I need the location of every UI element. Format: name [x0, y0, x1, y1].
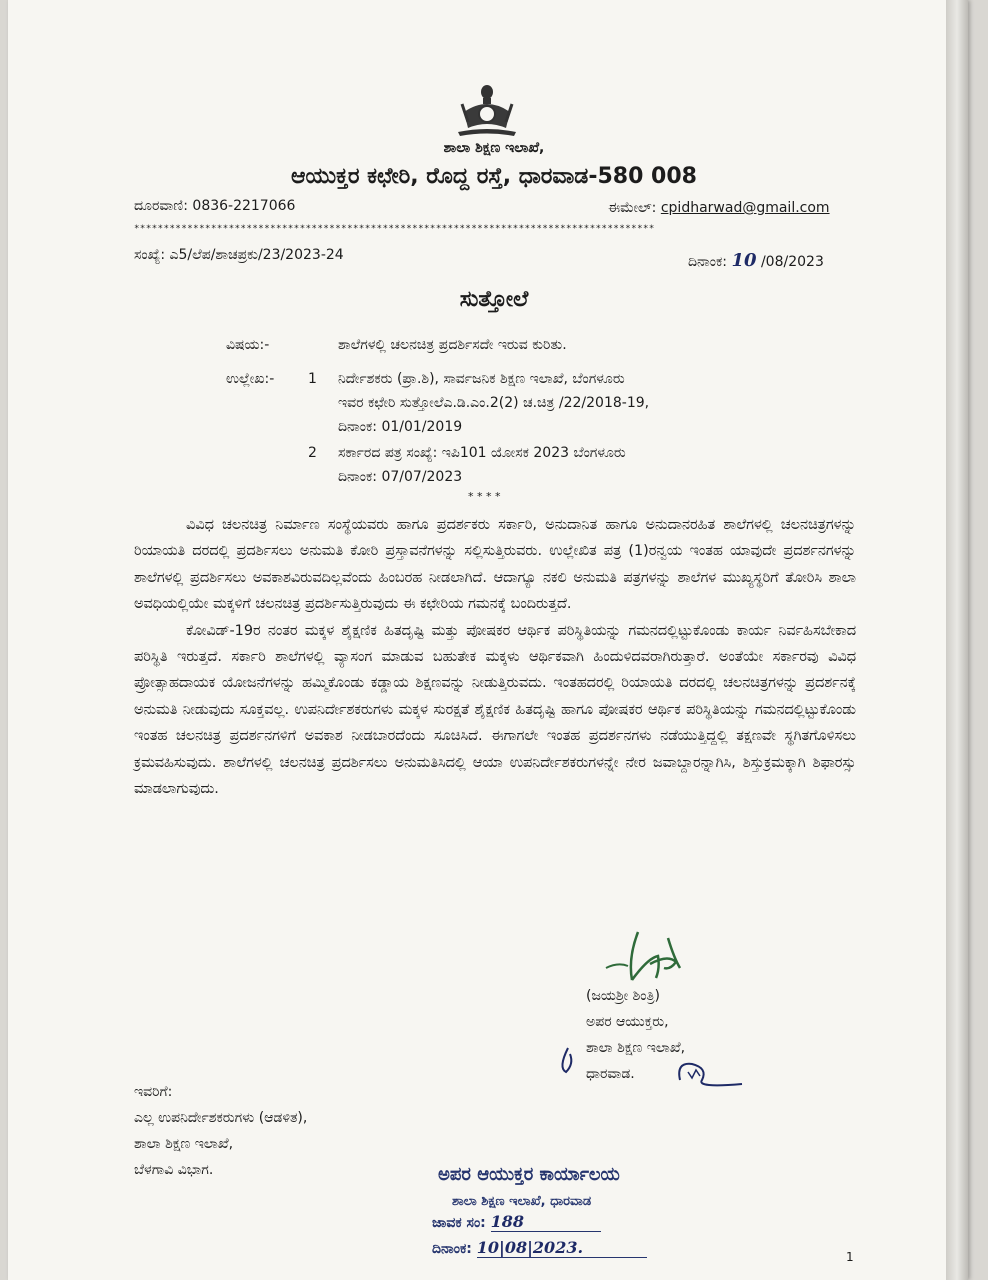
signatory-designation: ಅಪರ ಆಯುಕ್ತರು,	[586, 1014, 669, 1030]
addressee-line: ಬೆಳಗಾವಿ ವಿಭಾಗ.	[134, 1162, 214, 1178]
reference-number: ಸಂಖ್ಯೆ: ಎ5/ಲೆಪ/ಶಾಚಪ್ರಕು/23/2023-24	[134, 247, 344, 263]
subject-label: ವಿಷಯ:-	[226, 337, 270, 353]
phone-line	[134, 198, 295, 214]
email-line	[608, 200, 830, 216]
stamp-date-label: ದಿನಾಂಕ:	[432, 1241, 472, 1257]
section-separator: * * * *	[468, 490, 501, 503]
signatory-department: ಶಾಲಾ ಶಿಕ್ಷಣ ಇಲಾಖೆ,	[586, 1040, 686, 1056]
stamp-inward-number: 188	[491, 1212, 601, 1232]
reference-1-line: ನಿರ್ದೇಶಕರು (ಪ್ರಾ.ಶಿ), ಸಾರ್ವಜನಿಕ ಶಿಕ್ಷಣ ಇಲಾಖೆ, ಬೆಂಗಳೂರು	[338, 371, 625, 387]
page-edge	[946, 0, 968, 1280]
reference-label: ಉಲ್ಲೇಖ:-	[226, 371, 275, 387]
date-day-handwritten: 10	[731, 250, 757, 271]
header-divider: ****************************************************************************************	[134, 224, 655, 234]
email-label: ಈಮೇಲ್:	[608, 200, 657, 216]
letter-body	[134, 512, 856, 802]
department-name: ಶಾಲಾ ಶಿಕ್ಷಣ ಇಲಾಖೆ,	[443, 140, 545, 156]
reference-1	[338, 367, 768, 439]
date-rest: /08/2023	[760, 254, 824, 270]
stamp-title: ಅಪರ ಆಯುಕ್ತರ ಕಾರ್ಯಾಲಯ	[438, 1164, 620, 1185]
stamp-inward-label: ಜಾವಕ ಸಂ:	[432, 1215, 486, 1231]
addressee-line: ಎಲ್ಲ ಉಪನಿರ್ದೇಶಕರುಗಳು (ಆಡಳಿತ),	[134, 1110, 308, 1126]
reference-1-line: ದಿನಾಂಕ: 01/01/2019	[338, 419, 463, 435]
stamp-subtitle: ಶಾಲಾ ಶಿಕ್ಷಣ ಇಲಾಖೆ, ಧಾರವಾಡ	[452, 1194, 592, 1209]
signature-mark	[598, 928, 690, 988]
addressee-label: ಇವರಿಗೆ:	[134, 1084, 173, 1100]
phone-label: ದೂರವಾಣಿ:	[134, 198, 188, 214]
signatory-place: ಧಾರವಾಡ.	[586, 1066, 635, 1082]
signatory-name: (ಜಯಶ್ರೀ ಶಿಂತ್ರಿ)	[586, 988, 660, 1004]
reference-1-number: 1	[308, 371, 317, 387]
reference-2	[338, 441, 768, 489]
stamp-date-value: 10|08|2023.	[477, 1238, 647, 1258]
email-address: cpidharwad@gmail.com	[660, 200, 830, 216]
reference-1-line: ಇವರ ಕಛೇರಿ ಸುತ್ತೋಲೆಎ.ಡಿ.ಎಂ.2(2) ಚ.ಚಿತ್ರ /22/2018-19,	[338, 395, 650, 411]
addressee-block	[134, 1079, 307, 1183]
addressee-line: ಶಾಲಾ ಶಿಕ್ಷಣ ಇಲಾಖೆ,	[134, 1136, 234, 1152]
date-label: ದಿನಾಂಕ:	[688, 254, 727, 270]
stamp-date	[432, 1238, 647, 1258]
stamp-inward	[432, 1212, 601, 1232]
office-address: ಆಯುಕ್ತರ ಕಛೇರಿ, ರೊದ್ದ ರಸ್ತೆ, ಧಾರವಾಡ-580 008	[291, 164, 697, 189]
subject-text: ಶಾಲೆಗಳಲ್ಲಿ ಚಲನಚಿತ್ರ ಪ್ರದರ್ಶಿಸದೇ ಇರುವ ಕುರಿತು.	[338, 337, 567, 353]
page-number: 1	[846, 1250, 854, 1264]
initials-mark	[556, 1042, 746, 1090]
reference-2-line: ಸರ್ಕಾರದ ಪತ್ರ ಸಂಖ್ಯೆ: ಇಪಿ101 ಯೋಸಕ 2023 ಬೆಂಗಳೂರು	[338, 445, 626, 461]
body-paragraph-1: ವಿವಿಧ ಚಲನಚಿತ್ರ ನಿರ್ಮಾಣ ಸಂಸ್ಥೆಯವರು ಹಾಗೂ ಪ್ರದರ್ಶಕರು ಸರ್ಕಾರಿ, ಅನುದಾನಿತ ಹಾಗೂ ಅನುದಾನರಹಿತ ಶಾಲೆಗಳಲ್ಲಿ ಚಲನಚಿತ್ರಗಳನ್ನು ರಿಯಾಯತಿ ದರದಲ್ಲಿ ಪ್ರದರ್ಶಿಸಲು ಅನುಮತಿ ಕೋರಿ ಪ್ರಸ್ತಾವನೆಗಳನ್ನು ಸಲ್ಲಿಸುತ್ತಿರುವರು. ಉಲ್ಲೇಖಿತ ಪತ್ರ (1)ರನ್ವಯ ಇಂತಹ ಯಾವುದೇ ಪ್ರದರ್ಶನಗಳನ್ನು ಶಾಲೆಗಳಲ್ಲಿ ಪ್ರದರ್ಶಿಸಲು ಅವಕಾಶವಿರುವದಿಲ್ಲವೆಂದು ಹಿಂಬರಹ ನೀಡಲಾಗಿದೆ. ಆದಾಗ್ಯೂ ನಕಲಿ ಅನುಮತಿ ಪತ್ರಗಳನ್ನು ಶಾಲೆಗಳ ಮುಖ್ಯಸ್ಥರಿಗೆ ತೋರಿಸಿ ಶಾಲಾ ಅವಧಿಯಲ್ಲಿಯೇ ಮಕ್ಕಳಿಗೆ ಚಲನಚಿತ್ರ ಪ್ರದರ್ಶಿಸುತ್ತಿರುವುದು ಈ ಕಛೇರಿಯ ಗಮನಕ್ಕೆ ಬಂದಿರುತ್ತದೆ.	[134, 517, 856, 613]
reference-2-number: 2	[308, 445, 317, 461]
state-emblem-icon	[454, 82, 520, 138]
letter-date	[688, 250, 824, 271]
reference-2-line: ದಿನಾಂಕ: 07/07/2023	[338, 469, 463, 485]
document-title: ಸುತ್ತೋಲೆ	[459, 287, 529, 312]
body-paragraph-2: ಕೋವಿಡ್-19ರ ನಂತರ ಮಕ್ಕಳ ಶೈಕ್ಷಣಿಕ ಹಿತದೃಷ್ಟಿ ಮತ್ತು ಪೋಷಕರ ಆರ್ಥಿಕ ಪರಿಸ್ಥಿತಿಯನ್ನು ಗಮನದಲ್ಲಿಟ್ಟುಕೊಂಡು ಕಾರ್ಯ ನಿರ್ವಹಿಸಬೇಕಾದ ಪರಿಸ್ಥಿತಿ ಇರುತ್ತದೆ. ಸರ್ಕಾರಿ ಶಾಲೆಗಳಲ್ಲಿ ವ್ಯಾಸಂಗ ಮಾಡುವ ಬಹುತೇಕ ಮಕ್ಕಳು ಆರ್ಥಿಕವಾಗಿ ಹಿಂದುಳಿದವರಾಗಿರುತ್ತಾರೆ. ಅಂತೆಯೇ ಸರ್ಕಾರವು ವಿವಿಧ ಪ್ರೋತ್ಸಾಹದಾಯಕ ಯೋಜನೆಗಳನ್ನು ಹಮ್ಮಿಕೊಂಡು ಕಡ್ಡಾಯ ಶಿಕ್ಷಣವನ್ನು ನೀಡುತ್ತಿರುವದು. ಇಂತಹದರಲ್ಲಿ ರಿಯಾಯತಿ ದರದಲ್ಲಿ ಚಲನಚಿತ್ರಗಳನ್ನು ಪ್ರದರ್ಶನಕ್ಕೆ ಅನುಮತಿ ನೀಡುವುದು ಸೂಕ್ತವಲ್ಲ. ಉಪನಿರ್ದೇಶಕರುಗಳು ಮಕ್ಕಳ ಸುರಕ್ಷತೆ ಶೈಕ್ಷಣಿಕ ಹಿತದೃಷ್ಟಿ ಹಾಗೂ ಪೋಷಕರ ಆರ್ಥಿಕ ಪರಿಸ್ಥಿತಿಯನ್ನು ಗಮನದಲ್ಲಿಟ್ಟುಕೊಂಡು ಇಂತಹ ಚಲನಚಿತ್ರ ಪ್ರದರ್ಶನಗಳಿಗೆ ಅವಕಾಶ ನೀಡಬಾರದೆಂದು ಸೂಚಿಸಿದೆ. ಈಗಾಗಲೇ ಇಂತಹ ಪ್ರದರ್ಶನಗಳು ನಡೆಯುತ್ತಿದ್ದಲ್ಲಿ ತಕ್ಷಣವೇ ಸ್ಥಗಿತಗೊಳಿಸಲು ಕ್ರಮವಹಿಸುವುದು. ಶಾಲೆಗಳಲ್ಲಿ ಚಲನಚಿತ್ರ ಪ್ರದರ್ಶಿಸಲು ಅನುಮತಿಸಿದಲ್ಲಿ ಆಯಾ ಉಪನಿರ್ದೇಶಕರುಗಳನ್ನೇ ನೇರ ಜವಾಬ್ದಾರನ್ನಾಗಿಸಿ, ಶಿಸ್ತುಕ್ರಮಕ್ಕಾಗಿ ಶಿಫಾರಸ್ಸು ಮಾಡಲಾಗುವುದು.	[134, 622, 856, 798]
phone-number: 0836-2217066	[192, 198, 296, 214]
